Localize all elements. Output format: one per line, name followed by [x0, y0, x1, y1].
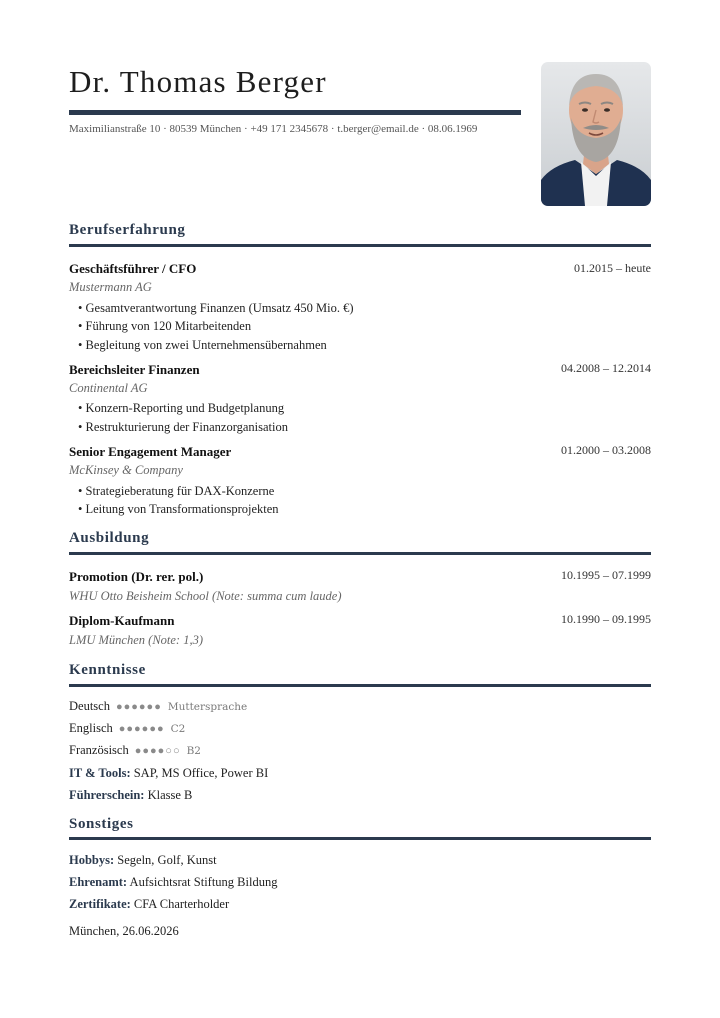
language-name: Französisch	[69, 743, 129, 757]
it-skills-label: IT & Tools:	[69, 766, 131, 780]
language-rating-dots: ●●●●○○	[134, 745, 181, 757]
language-skill	[69, 721, 185, 736]
language-level: Muttersprache	[167, 701, 248, 713]
job-bullet: • Führung von 120 Mitarbeitenden	[78, 319, 252, 333]
education-degree: Promotion (Dr. rer. pol.)	[69, 569, 204, 584]
job-position: Senior Engagement Manager	[69, 444, 232, 459]
volunteer-value: Aufsichtsrat Stiftung Bildung	[127, 875, 278, 889]
hobbies-line	[69, 853, 217, 868]
language-level: C2	[170, 723, 186, 735]
section-divider	[69, 552, 651, 555]
language-rating-dots: ●●●●●●	[115, 701, 162, 713]
job-position: Bereichsleiter Finanzen	[69, 362, 200, 377]
license-label: Führerschein:	[69, 788, 145, 802]
place-date-signature: München, 26.06.2026	[69, 924, 179, 938]
language-level: B2	[186, 745, 201, 757]
job-dates: 04.2008 – 12.2014	[561, 361, 651, 375]
job-dates: 01.2015 – heute	[574, 261, 651, 275]
language-skill	[69, 699, 247, 714]
language-rating-dots: ●●●●●●	[118, 723, 165, 735]
license-line	[69, 788, 192, 803]
education-institution: WHU Otto Beisheim School (Note: summa cum laude)	[69, 589, 342, 603]
it-skills-line	[69, 766, 268, 781]
job-company: Mustermann AG	[69, 280, 152, 294]
volunteer-label: Ehrenamt:	[69, 875, 128, 889]
job-bullet: • Strategieberatung für DAX-Konzerne	[78, 484, 275, 498]
education-dates: 10.1990 – 09.1995	[561, 612, 651, 626]
language-name: Englisch	[69, 721, 113, 735]
profile-photo	[541, 62, 651, 206]
education-degree: Diplom-Kaufmann	[69, 613, 175, 628]
job-bullet: • Restrukturierung der Finanzorganisation	[78, 420, 289, 434]
language-skill	[69, 743, 201, 758]
contact-line: Maximilianstraße 10 · 80539 München · +49 171 2345678 · t.berger@email.de · 08.06.1969	[69, 123, 478, 135]
hobbies-label: Hobbys:	[69, 853, 115, 867]
job-company: McKinsey & Company	[69, 463, 183, 477]
job-company: Continental AG	[69, 381, 148, 395]
job-bullet: • Begleitung von zwei Unternehmensübernahmen	[78, 338, 327, 352]
section-divider	[69, 244, 651, 247]
license-value: Klasse B	[144, 788, 193, 802]
section-title-education: Ausbildung	[69, 530, 150, 546]
job-position: Geschäftsführer / CFO	[69, 261, 197, 276]
job-bullet: • Gesamtverantwortung Finanzen (Umsatz 450 Mio. €)	[78, 301, 354, 315]
section-divider	[69, 837, 651, 840]
language-name: Deutsch	[69, 699, 110, 713]
certificates-value: CFA Charterholder	[130, 897, 230, 911]
certificates-label: Zertifikate:	[69, 897, 131, 911]
section-title-skills: Kenntnisse	[69, 662, 146, 678]
it-skills-value: SAP, MS Office, Power BI	[130, 766, 269, 780]
education-institution: LMU München (Note: 1,3)	[69, 633, 203, 647]
job-bullet: • Leitung von Transformationsprojekten	[78, 502, 279, 516]
section-title-experience: Berufserfahrung	[69, 222, 186, 238]
education-dates: 10.1995 – 07.1999	[561, 568, 651, 582]
job-bullet: • Konzern-Reporting und Budgetplanung	[78, 401, 285, 415]
section-title-misc: Sonstiges	[69, 816, 134, 832]
name-divider	[69, 110, 521, 115]
certificates-line	[69, 897, 229, 912]
hobbies-value: Segeln, Golf, Kunst	[114, 853, 217, 867]
volunteer-line	[69, 875, 277, 890]
job-dates: 01.2000 – 03.2008	[561, 443, 651, 457]
section-divider	[69, 684, 651, 687]
candidate-name: Dr. Thomas Berger	[69, 64, 327, 99]
